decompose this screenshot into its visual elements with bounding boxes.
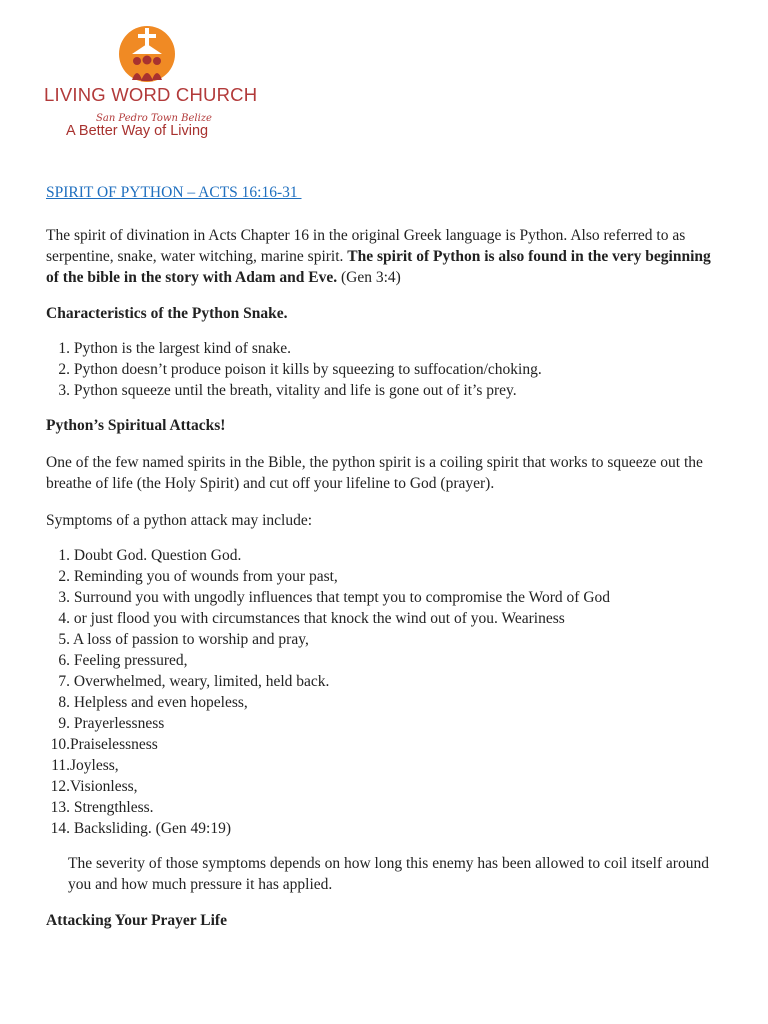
attacks-paragraph: One of the few named spirits in the Bible, the python spirit is a coiling spirit that works to squeeze out the breathe of life (the Holy Spirit) and cut off your lifeline to God (prayer). [46, 454, 703, 492]
characteristics-list [26, 338, 542, 401]
church-location: San Pedro Town Belize [96, 113, 212, 124]
intro-reference: (Gen 3:4) [337, 269, 401, 286]
list-item: 14. Backsliding. (Gen 49:19) [50, 820, 232, 837]
symptoms-list [26, 545, 610, 839]
list-item: 3. Surround you with ungodly influences that tempt you to compromise the Word of God [58, 589, 611, 606]
list-item: 8. Helpless and even hopeless, [58, 694, 248, 711]
list-item: 12.Visionless, [50, 778, 138, 795]
church-emblem-icon [112, 24, 182, 84]
list-item: 1. Doubt God. Question God. [58, 547, 242, 564]
church-name: LIVING WORD CHURCH [44, 84, 258, 105]
list-item: 1. Python is the largest kind of snake. [58, 340, 291, 357]
severity-paragraph: The severity of those symptoms depends on how long this enemy has been allowed to coil itself around you and how much pressure it has applied. [68, 855, 709, 893]
intro-text: The spirit of divination in Acts Chapter 16 in the original Greek language is Python. Also referred to as serpentine, snake, water witching, marine spirit. [46, 227, 686, 265]
list-item: 11.Joyless, [51, 757, 119, 774]
intro-bold-text: The spirit of Python is also found in the very beginning of the bible in the story with Adam and Eve. [46, 248, 711, 286]
list-item: 9. Prayerlessness [58, 715, 165, 732]
symptoms-intro: Symptoms of a python attack may include: [46, 512, 313, 529]
list-item: 2. Reminding you of wounds from your past, [58, 568, 338, 585]
document-title-link[interactable]: SPIRIT OF PYTHON – ACTS 16:16-31 [46, 184, 302, 201]
prayer-life-heading: Attacking Your Prayer Life [46, 912, 227, 929]
list-item: 5. A loss of passion to worship and pray, [58, 631, 309, 648]
church-tagline: A Better Way of Living [66, 123, 209, 139]
list-item: 6. Feeling pressured, [58, 652, 188, 669]
church-logo [44, 20, 258, 142]
intro-paragraph [46, 225, 726, 288]
list-item: 7. Overwhelmed, weary, limited, held back. [58, 673, 330, 690]
list-item: 2. Python doesn’t produce poison it kills by squeezing to suffocation/choking. [58, 361, 542, 378]
list-item: 4. or just flood you with circumstances that knock the wind out of you. Weariness [58, 610, 565, 627]
attacks-heading: Python’s Spiritual Attacks! [46, 417, 226, 434]
list-item: 13. Strengthless. [50, 799, 154, 816]
list-item: 10.Praiselessness [50, 736, 158, 753]
characteristics-heading: Characteristics of the Python Snake. [46, 305, 288, 322]
list-item: 3. Python squeeze until the breath, vitality and life is gone out of it’s prey. [58, 382, 517, 399]
